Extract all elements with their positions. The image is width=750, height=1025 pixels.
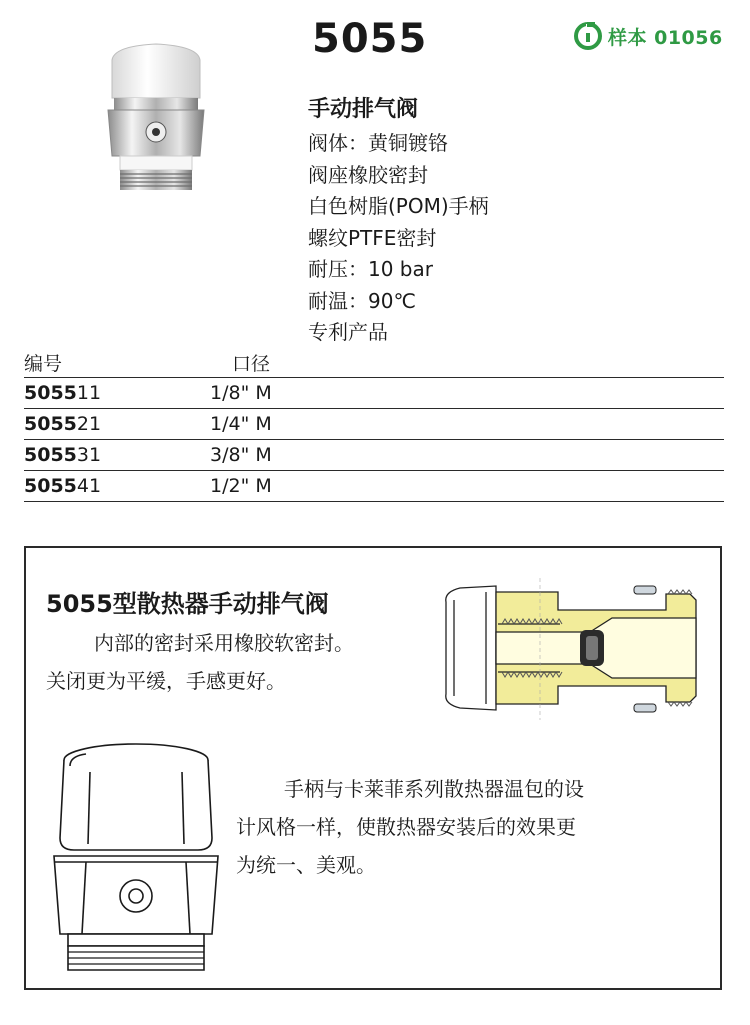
catalog-number: 样本 01056 (608, 26, 723, 49)
code-table (24, 347, 724, 502)
size-cell: 1/4" M (210, 413, 272, 435)
table-header (24, 347, 724, 377)
feature-paragraph-seal: 内部的密封采用橡胶软密封。 关闭更为平缓，手感更好。 (46, 631, 354, 693)
spec-item: 阀体：黄铜镀铬 (308, 131, 448, 155)
code-cell: 505521 (24, 413, 102, 435)
product-title: 手动排气阀 (308, 97, 419, 122)
spec-list (308, 128, 489, 349)
table-row (24, 408, 724, 439)
cross-section-drawing (440, 578, 706, 720)
header-size: 口径 (232, 353, 271, 375)
handle-line-drawing (46, 738, 226, 976)
model-number: 5055 (312, 16, 428, 62)
spec-item: 阀座橡胶密封 (308, 162, 428, 187)
code-cell: 505541 (24, 475, 102, 497)
feature-title: 5055型散热器手动排气阀 (46, 590, 329, 618)
size-cell: 3/8" M (210, 444, 272, 466)
header-code: 编号 (24, 353, 63, 375)
table-row (24, 470, 724, 502)
brand-logo (574, 20, 734, 52)
code-cell: 505511 (24, 382, 102, 404)
spec-item: 耐压：10 bar (308, 257, 433, 281)
spec-item: 专利产品 (308, 320, 388, 344)
product-photo (96, 38, 216, 198)
spec-item: 耐温：90℃ (308, 288, 416, 313)
spec-item: 白色树脂(POM)手柄 (308, 194, 489, 218)
code-cell: 505531 (24, 444, 102, 466)
size-cell: 1/8" M (210, 382, 272, 404)
caleffi-logo-icon (574, 22, 602, 50)
size-cell: 1/2" M (210, 475, 272, 497)
feature-paragraph-design: 手柄与卡莱菲系列散热器温包的设 计风格一样，使散热器安装后的效果更 为统一、美观。 (236, 777, 584, 877)
spec-item: 螺纹PTFE密封 (308, 225, 437, 250)
table-row (24, 439, 724, 470)
table-row (24, 377, 724, 408)
